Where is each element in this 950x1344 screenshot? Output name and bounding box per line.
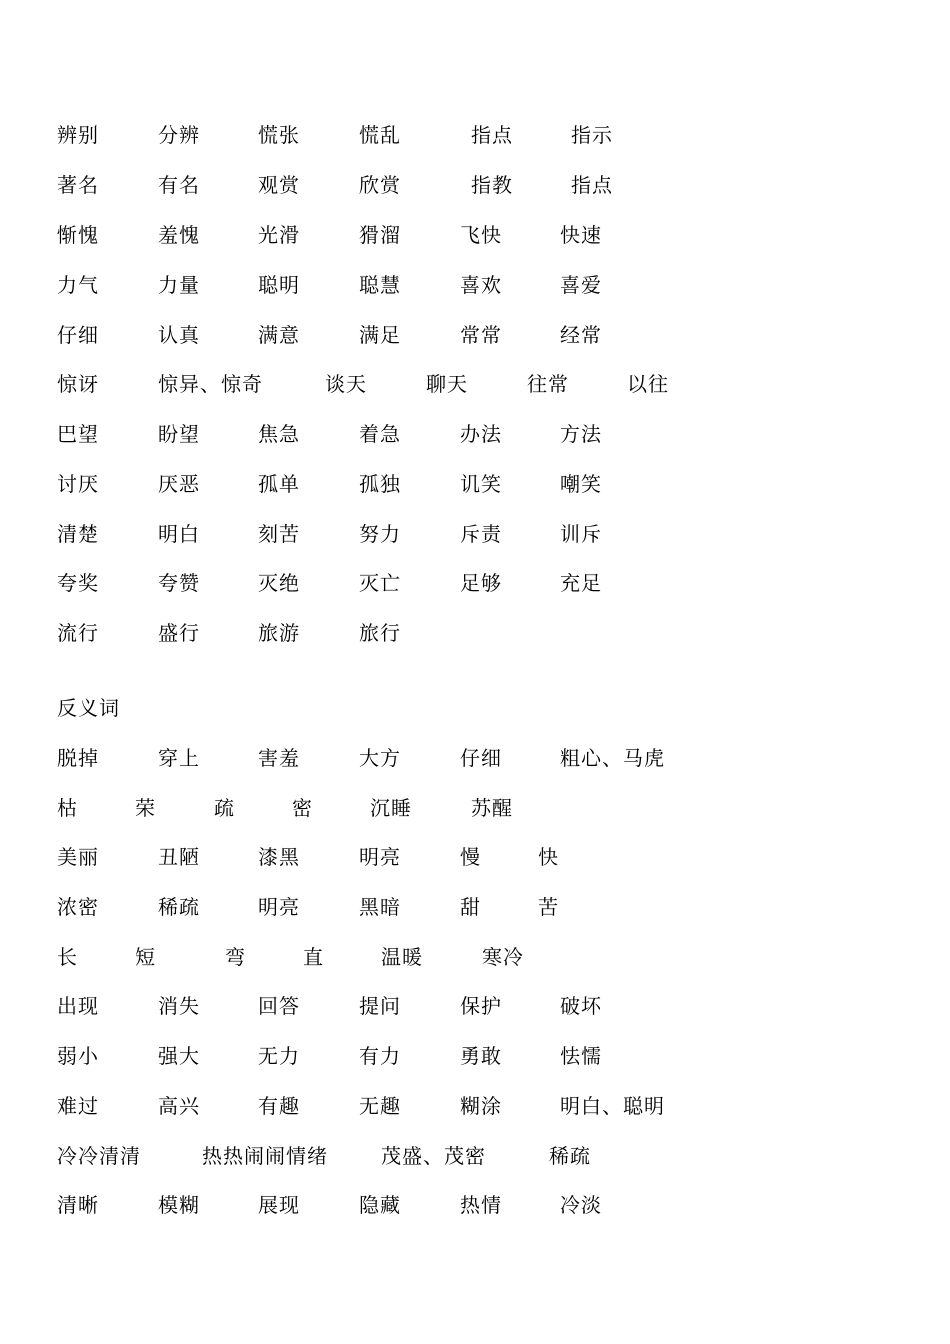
synonym-word: 讨厌 [57,472,99,496]
synonym-row [0,568,950,598]
antonym-row [0,793,950,823]
synonym-word: 观赏 [258,173,300,197]
synonym-row [0,170,950,200]
synonym-word: 往常 [527,372,569,396]
antonym-word: 消失 [158,994,200,1018]
antonym-word: 有力 [359,1044,401,1068]
antonym-word: 弯 [225,945,246,969]
synonym-row [0,519,950,549]
antonym-row [0,743,950,773]
section-heading-antonyms [0,693,950,723]
antonym-word: 稀疏 [549,1144,591,1168]
antonym-word: 出现 [57,994,99,1018]
antonym-word: 热热闹闹情绪 [202,1144,328,1168]
antonym-word: 沉睡 [370,796,412,820]
antonym-word: 保护 [460,994,502,1018]
antonym-row [0,1141,950,1171]
synonym-word: 有名 [158,173,200,197]
antonym-word: 强大 [158,1044,200,1068]
synonym-word: 谈天 [325,372,367,396]
synonym-word: 训斥 [560,522,602,546]
antonym-word: 高兴 [158,1094,200,1118]
antonyms-heading: 反义词 [57,696,120,720]
antonym-word: 脱掉 [57,746,99,770]
antonym-word: 美丽 [57,845,99,869]
antonym-word: 疏 [214,796,235,820]
synonym-word: 灭亡 [359,571,401,595]
synonym-word: 羞愧 [158,223,200,247]
antonym-word: 粗心、马虎 [560,746,665,770]
antonym-word: 冷冷清清 [57,1144,141,1168]
antonym-word: 糊涂 [460,1094,502,1118]
synonym-word: 清楚 [57,522,99,546]
synonym-word: 经常 [560,323,602,347]
synonym-word: 巴望 [57,422,99,446]
synonym-word: 盼望 [158,422,200,446]
synonym-word: 着急 [359,422,401,446]
synonym-row [0,220,950,250]
antonym-word: 荣 [135,796,156,820]
synonym-word: 努力 [359,522,401,546]
antonym-word: 模糊 [158,1193,200,1217]
synonym-row [0,120,950,150]
antonym-word: 枯 [57,796,78,820]
synonym-word: 常常 [460,323,502,347]
antonym-word: 勇敢 [460,1044,502,1068]
synonym-word: 指点 [571,173,613,197]
synonym-word: 流行 [57,621,99,645]
synonym-word: 猾溜 [359,223,401,247]
antonym-word: 提问 [359,994,401,1018]
synonym-word: 足够 [460,571,502,595]
synonym-row [0,369,950,399]
synonym-word: 聪慧 [359,273,401,297]
synonym-word: 刻苦 [258,522,300,546]
synonym-word: 以往 [627,372,669,396]
antonym-word: 有趣 [258,1094,300,1118]
antonym-word: 慢 [460,845,481,869]
antonym-word: 冷淡 [560,1193,602,1217]
synonym-word: 明白 [158,522,200,546]
synonym-word: 慌乱 [359,123,401,147]
antonym-word: 清晰 [57,1193,99,1217]
antonym-word: 短 [135,945,156,969]
antonym-word: 快 [538,845,559,869]
synonym-row [0,419,950,449]
synonym-word: 惭愧 [57,223,99,247]
synonym-row [0,618,950,648]
synonym-word: 力量 [158,273,200,297]
antonym-word: 稀疏 [158,895,200,919]
synonym-word: 满足 [359,323,401,347]
antonym-word: 怯懦 [560,1044,602,1068]
antonym-word: 漆黑 [258,845,300,869]
synonym-word: 欣赏 [359,173,401,197]
synonym-row [0,320,950,350]
synonym-word: 慌张 [258,123,300,147]
synonym-word: 力气 [57,273,99,297]
antonym-row [0,1041,950,1071]
antonym-word: 丑陋 [158,845,200,869]
antonym-word: 无力 [258,1044,300,1068]
antonym-word: 长 [57,945,78,969]
synonym-word: 充足 [560,571,602,595]
synonym-word: 惊讶 [57,372,99,396]
synonym-word: 孤单 [258,472,300,496]
synonym-word: 焦急 [258,422,300,446]
synonym-word: 孤独 [359,472,401,496]
synonym-word: 旅行 [359,621,401,645]
antonym-row [0,991,950,1021]
synonym-row [0,270,950,300]
antonym-word: 隐藏 [359,1193,401,1217]
synonym-word: 飞快 [460,223,502,247]
synonym-word: 光滑 [258,223,300,247]
antonym-row [0,1190,950,1220]
antonym-word: 穿上 [158,746,200,770]
antonym-row [0,842,950,872]
synonym-word: 指示 [571,123,613,147]
antonym-row [0,1091,950,1121]
synonym-word: 讥笑 [460,472,502,496]
antonym-word: 甜 [460,895,481,919]
synonym-row [0,469,950,499]
synonym-word: 快速 [560,223,602,247]
synonym-word: 辨别 [57,123,99,147]
synonym-word: 分辨 [158,123,200,147]
synonym-word: 指点 [471,123,513,147]
antonym-word: 明亮 [258,895,300,919]
synonym-word: 斥责 [460,522,502,546]
synonym-word: 聊天 [426,372,468,396]
synonym-word: 夸奖 [57,571,99,595]
synonym-word: 指教 [471,173,513,197]
antonym-word: 仔细 [460,746,502,770]
antonym-word: 浓密 [57,895,99,919]
synonym-word: 嘲笑 [560,472,602,496]
antonym-word: 回答 [258,994,300,1018]
synonym-word: 灭绝 [258,571,300,595]
antonym-word: 大方 [359,746,401,770]
antonym-word: 展现 [258,1193,300,1217]
antonym-word: 害羞 [258,746,300,770]
antonym-word: 茂盛、茂密 [381,1144,486,1168]
synonym-word: 仔细 [57,323,99,347]
synonym-word: 惊异、惊奇 [158,372,263,396]
synonym-word: 聪明 [258,273,300,297]
antonym-word: 明亮 [359,845,401,869]
synonym-word: 夸赞 [158,571,200,595]
antonym-word: 弱小 [57,1044,99,1068]
antonym-row [0,942,950,972]
synonym-word: 认真 [158,323,200,347]
antonym-word: 温暖 [381,945,423,969]
antonym-word: 直 [303,945,324,969]
synonym-word: 满意 [258,323,300,347]
synonym-word: 喜爱 [560,273,602,297]
synonym-word: 喜欢 [460,273,502,297]
synonym-word: 旅游 [258,621,300,645]
antonym-word: 密 [292,796,313,820]
synonym-word: 著名 [57,173,99,197]
antonym-word: 难过 [57,1094,99,1118]
antonym-word: 热情 [460,1193,502,1217]
antonym-word: 无趣 [359,1094,401,1118]
synonym-word: 盛行 [158,621,200,645]
synonym-word: 办法 [460,422,502,446]
antonym-row [0,892,950,922]
synonym-word: 方法 [560,422,602,446]
synonym-word: 厌恶 [158,472,200,496]
antonym-word: 黑暗 [359,895,401,919]
antonym-word: 明白、聪明 [560,1094,665,1118]
antonym-word: 苦 [538,895,559,919]
antonym-word: 破坏 [560,994,602,1018]
antonym-word: 苏醒 [471,796,513,820]
antonym-word: 寒冷 [482,945,524,969]
